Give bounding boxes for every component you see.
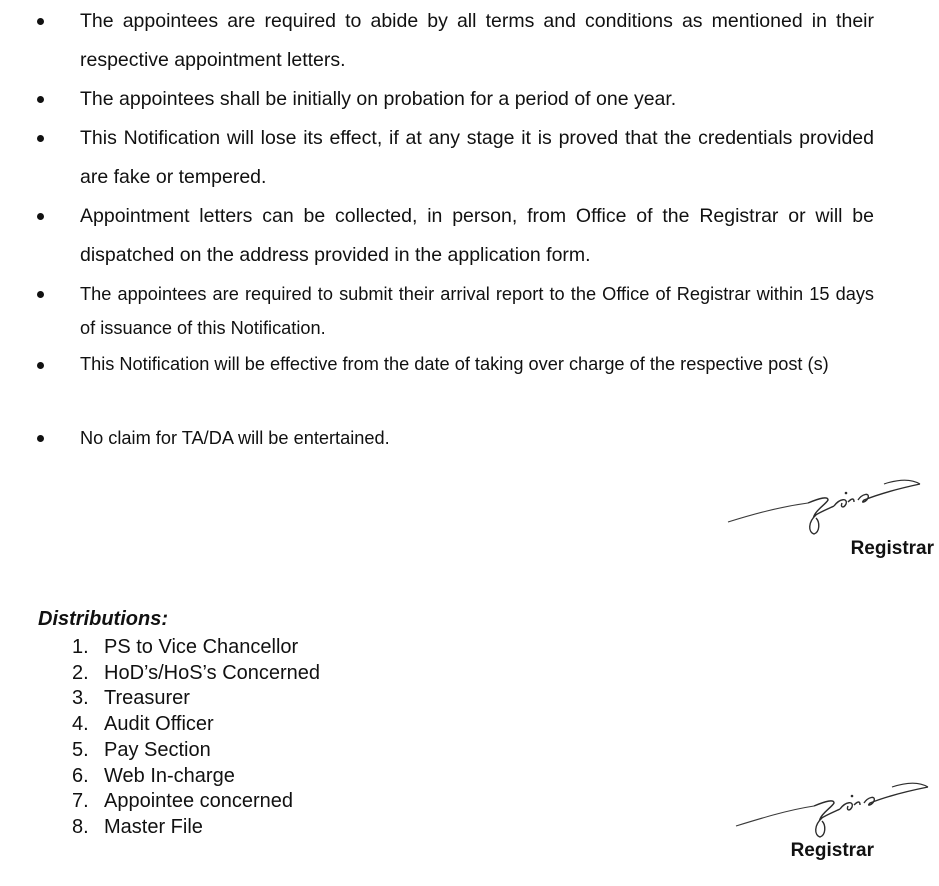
distributions-heading: Distributions:: [38, 608, 168, 630]
condition-text: No claim for TA/DA will be entertained.: [80, 428, 390, 448]
bullet-icon: [37, 213, 44, 220]
bullet-icon: [37, 435, 44, 442]
signatory-title: Registrar: [850, 538, 934, 559]
item-number: 3.: [72, 687, 89, 710]
condition-text: The appointees shall be initially on probation for a period of one year.: [80, 88, 677, 110]
item-text: PS to Vice Chancellor: [104, 636, 299, 658]
item-text: Treasurer: [104, 687, 190, 710]
bullet-icon: [37, 96, 44, 103]
bullet-icon: [37, 135, 44, 142]
item-text: Pay Section: [104, 738, 211, 761]
condition-text: Appointment letters can be collected, in person, from Office of the Registrar or will be dispatched on the address provided in the application form.: [80, 205, 874, 266]
condition-text: The appointees are required to abide by all terms and conditions as mentioned in their respective appointment letters.: [80, 10, 874, 71]
item-number: 5.: [72, 738, 89, 761]
condition-text: This Notification will lose its effect, if at any stage it is proved that the credentials provided are fake or tempered.: [80, 127, 874, 188]
item-text: HoD’s/HoS’s Concerned: [104, 661, 321, 684]
bullet-icon: [37, 362, 44, 369]
signature-block-top: [724, 476, 934, 559]
item-number: 6.: [72, 764, 89, 787]
item-text: Audit Officer: [104, 713, 214, 736]
signature-block-bottom: [730, 778, 939, 861]
bullet-icon: [37, 18, 44, 25]
condition-text: The appointees are required to submit their arrival report to the Office of Registrar within 15 days of issuance of this Notification.: [80, 284, 874, 338]
item-number: 2.: [72, 661, 89, 684]
item-number: 1.: [72, 636, 89, 658]
item-number: 7.: [72, 790, 89, 813]
item-text: Master File: [104, 815, 203, 838]
item-number: 4.: [72, 713, 89, 736]
condition-text: This Notification will be effective from the date of taking over charge of the respective post (s): [80, 354, 829, 374]
item-number: 8.: [72, 815, 89, 838]
item-text: Appointee concerned: [104, 790, 294, 813]
bullet-icon: [37, 291, 44, 298]
signatory-title: Registrar: [790, 840, 874, 861]
item-text: Web In-charge: [104, 764, 235, 787]
